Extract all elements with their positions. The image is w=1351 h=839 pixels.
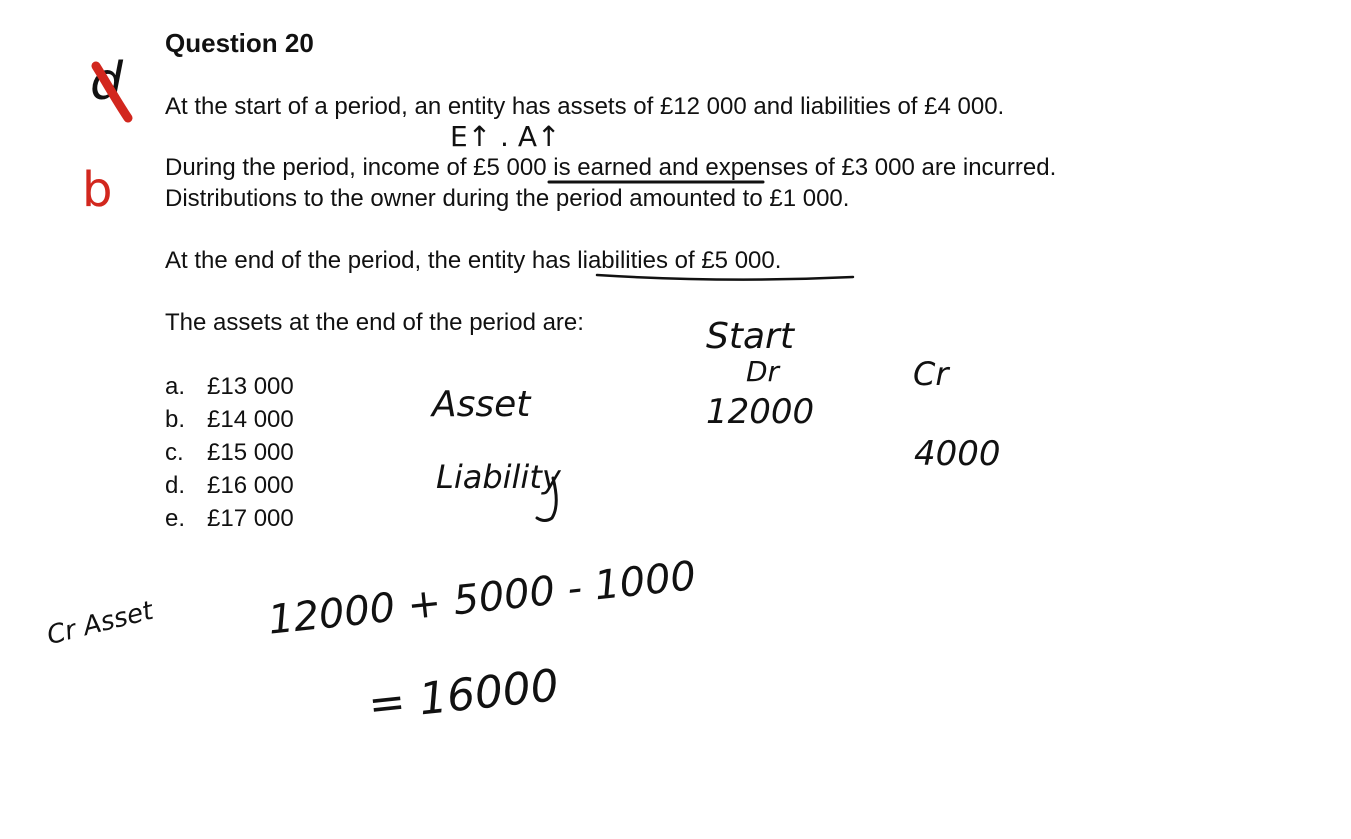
option-a[interactable] [165, 370, 294, 403]
handwritten-dr-value: 12000 [706, 392, 815, 432]
handwritten-crossed-d: d [90, 52, 124, 112]
option-letter: a. [165, 373, 186, 400]
question-paragraph-3: At the end of the period, the entity has liabilities of £5 000. [165, 247, 782, 274]
paragraph-2-line-2: Distributions to the owner during the period amounted to £1 000. [165, 185, 850, 212]
handwritten-cr-value: 4000 [914, 434, 1001, 474]
handwritten-result: = 16000 [366, 660, 562, 731]
option-letter: c. [165, 439, 184, 466]
handwritten-answer-b: b [82, 162, 113, 218]
handwritten-asset: Asset [432, 384, 531, 425]
option-letter: e. [165, 505, 186, 532]
handwritten-above-income: E↑ . A↑ [450, 120, 561, 153]
option-value: £13 000 [207, 373, 294, 400]
handwritten-liability: Liability [436, 458, 561, 496]
option-value: £16 000 [207, 472, 294, 499]
answer-options [165, 370, 294, 535]
option-value: £14 000 [207, 406, 294, 433]
handwritten-cr: Cr [913, 355, 949, 393]
option-letter: b. [165, 406, 186, 433]
option-c[interactable] [165, 436, 294, 469]
option-letter: d. [165, 472, 186, 499]
question-paragraph-2 [165, 152, 1263, 214]
question-title: Question 20 [165, 28, 314, 58]
option-value: £15 000 [207, 439, 294, 466]
handwritten-start: Start [706, 316, 794, 357]
option-value: £17 000 [207, 505, 294, 532]
question-paragraph-1: At the start of a period, an entity has assets of £12 000 and liabilities of £4 000. [165, 93, 1005, 120]
option-b[interactable] [165, 403, 294, 436]
handwritten-dr: Dr [746, 355, 780, 388]
handwritten-cr-asset: Cr Asset [44, 595, 157, 652]
question-paragraph-4: The assets at the end of the period are: [165, 309, 584, 336]
option-e[interactable] [165, 502, 294, 535]
paragraph-2-line-1: During the period, income of £5 000 is earned and expenses of £3 000 are incurred. [165, 154, 1057, 181]
handwritten-calculation: 12000 + 5000 - 1000 [266, 553, 699, 644]
option-d[interactable] [165, 469, 294, 502]
